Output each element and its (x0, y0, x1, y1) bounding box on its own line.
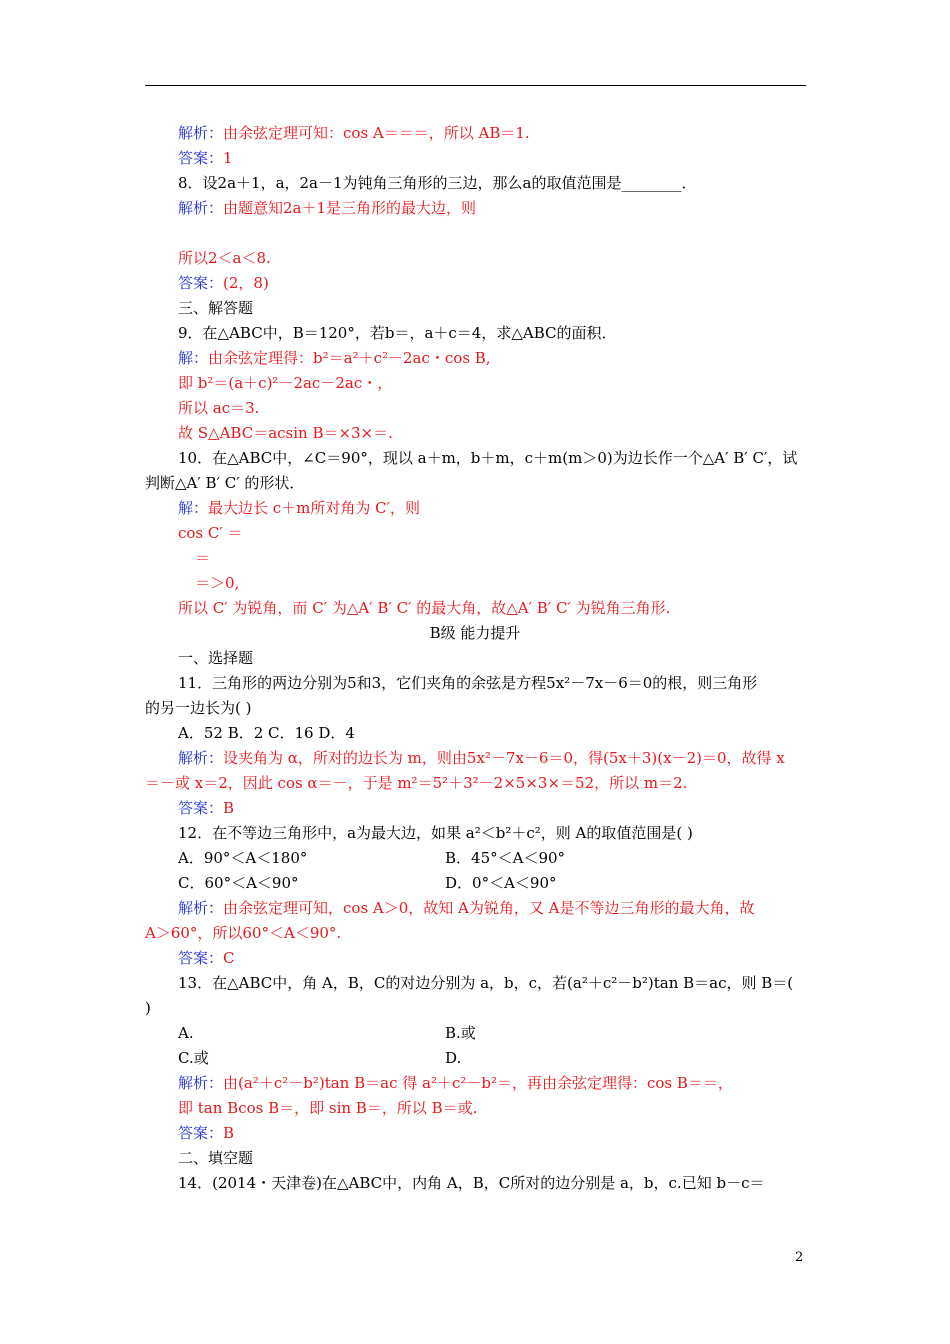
question-12: 12．在不等边三角形中，a为最大边，如果 a²＜b²＋c²，则 A的取值范围是( ) (178, 824, 693, 842)
solution-text: 由余弦定理得：b²＝a²＋c²－2ac・cos B, (208, 349, 491, 367)
option-b: B.或 (445, 1024, 476, 1042)
analysis-text: 由(a²＋c²－b²)tan B＝ac 得 a²＋c²－b²＝，再由余弦定理得：cos B＝＝， (223, 1074, 733, 1092)
page-number: 2 (795, 1250, 804, 1265)
question-10-cont: 判断△A′ B′ C′ 的形状． (145, 474, 305, 492)
option-d: D. (445, 1049, 462, 1067)
option-b: B．45°＜A＜90° (445, 849, 566, 867)
line-10: 即 b²＝(a＋c)²－2ac－2ac・， (178, 374, 393, 392)
analysis-label: 解析： (178, 124, 224, 142)
line-9 (178, 348, 491, 368)
line-12: 故 S△ABC＝acsin B＝×3×＝. (178, 424, 393, 442)
answer-label: 答案： (178, 1124, 224, 1142)
question-9: 9．在△ABC中，B＝120°，若b＝，a＋c＝4，求△ABC的面积． (178, 324, 617, 342)
line-11: 所以 ac＝3. (178, 399, 260, 417)
line-6 (178, 273, 269, 293)
line-44 (178, 1123, 234, 1143)
line-34: A＞60°，所以60°＜A＜90°. (145, 924, 342, 942)
line-15 (178, 498, 420, 518)
line-16: cos C′ ＝ (178, 524, 243, 542)
solution-label: 解： (178, 349, 209, 367)
answer-text: 1 (223, 149, 233, 167)
header-rule (145, 85, 806, 86)
analysis-label: 解析： (178, 899, 224, 917)
answer-label: 答案： (178, 799, 224, 817)
option-c: C．60°＜A＜90° (178, 874, 299, 892)
solution-text: 最大边长 c＋m所对角为 C′，则 (208, 499, 421, 517)
answer-text: B (223, 799, 235, 817)
question-11-cont: 的另一边长为( ) (145, 699, 252, 717)
question-8: 8．设2a＋1，a，2a－1为钝角三角形的三边，那么a的取值范围是________． (178, 174, 697, 192)
line-35 (178, 948, 235, 968)
answer-text: (2，8) (223, 274, 269, 292)
line-17: ＝ (195, 549, 211, 567)
analysis-label: 解析： (178, 199, 224, 217)
question-10: 10．在△ABC中，∠C＝90°，现以 a＋m，b＋m，c＋m(m＞0)为边长作一个△A′ B′ C′，试 (178, 449, 798, 467)
level-heading: B级 能力提升 (429, 624, 521, 642)
analysis-label: 解析： (178, 749, 224, 767)
answer-text: B (223, 1124, 235, 1142)
question-13: 13．在△ABC中，角 A，B，C的对边分别为 a，b，c，若(a²＋c²－b²)tan B＝ac，则 B＝( (178, 974, 794, 992)
analysis-text: 设夹角为 α，所对的边长为 m，则由5x²－7x－6＝0，得(5x＋3)(x－2)＝0，故得 x (223, 749, 785, 767)
answer-label: 答案： (178, 274, 224, 292)
line-25 (178, 748, 785, 768)
section-heading-2: 二、填空题 (178, 1149, 254, 1167)
option-a: A．90°＜A＜180° (178, 849, 308, 867)
question-14: 14．(2014・天津卷)在△ABC中，内角 A，B，C所对的边分别是 a，b，c.已知 b－c＝ (178, 1174, 765, 1192)
question-11-options: A．52 B．2 C．16 D．4 (178, 724, 355, 742)
answer-text: C (223, 949, 235, 967)
answer-label: 答案： (178, 949, 224, 967)
analysis-text: 由题意知2a＋1是三角形的最大边，则 (223, 199, 477, 217)
line-18: ＝＞0, (195, 574, 240, 592)
line-27 (178, 798, 234, 818)
question-13-cont: ) (145, 999, 151, 1017)
line-1 (178, 123, 530, 143)
line-4 (178, 198, 476, 218)
line-33 (178, 898, 755, 918)
line-19: 所以 C′ 为锐角，而 C′ 为△A′ B′ C′ 的最大角，故△A′ B′ C′ 为锐角三角形. (178, 599, 671, 617)
line-43: 即 tan Bcos B＝，即 sin B＝，所以 B＝或. (178, 1099, 478, 1117)
analysis-text: 由余弦定理可知：cos A＝＝＝，所以 AB＝1. (223, 124, 530, 142)
option-d: D．0°＜A＜90° (445, 874, 557, 892)
line-42 (178, 1073, 733, 1093)
solution-label: 解： (178, 499, 209, 517)
section-heading-3: 三、解答题 (178, 299, 254, 317)
option-a: A. (178, 1024, 194, 1042)
line-5: 所以2＜a＜8. (178, 249, 271, 267)
option-c: C.或 (178, 1049, 209, 1067)
answer-label: 答案： (178, 149, 224, 167)
section-heading-1: 一、选择题 (178, 649, 254, 667)
line-26: ＝－或 x＝2，因此 cos α＝－，于是 m²＝5²＋3²－2×5×3×＝52，所以 m＝2. (145, 774, 688, 792)
line-2 (178, 148, 233, 168)
question-11: 11．三角形的两边分别为5和3，它们夹角的余弦是方程5x²－7x－6＝0的根，则三角形 (178, 674, 758, 692)
analysis-label: 解析： (178, 1074, 224, 1092)
analysis-text: 由余弦定理可知，cos A＞0，故知 A为锐角，又 A是不等边三角形的最大角，故 (223, 899, 755, 917)
